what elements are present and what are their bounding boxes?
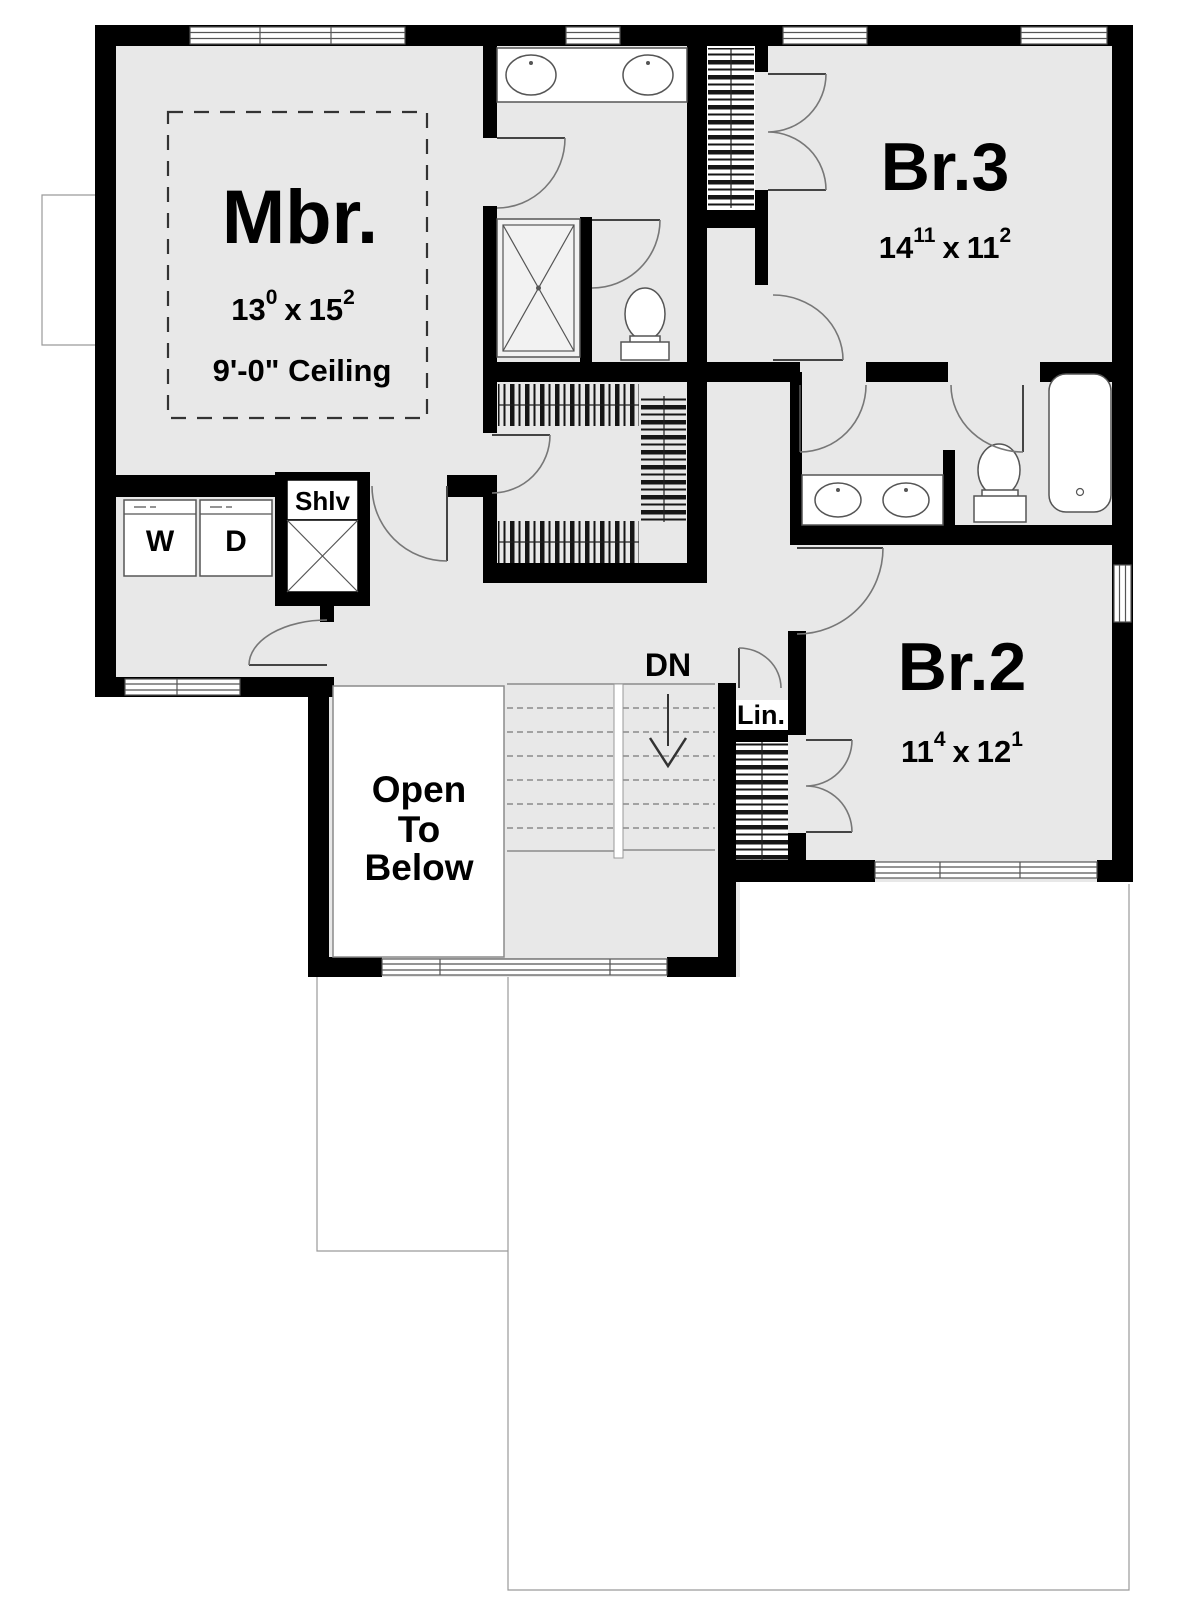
open-to-below-label-line2: To xyxy=(397,809,441,850)
open-to-below-label-line3: Below xyxy=(364,847,474,888)
window-bedroom3-top-right xyxy=(1021,27,1107,44)
shower-drain xyxy=(536,286,541,291)
washer-label: W xyxy=(145,525,175,558)
ceiling-height-label: 9'-0" Ceiling xyxy=(212,353,392,388)
bedroom2-dimensions: $11^4$ x $12^1$ xyxy=(901,728,1023,769)
window-bedroom2-east xyxy=(1114,565,1131,622)
window-master-top xyxy=(190,27,405,44)
master-bedroom-label: Mbr. xyxy=(221,175,379,260)
hall-toilet-tank xyxy=(974,490,1026,522)
bedroom2-label: Br.2 xyxy=(897,629,1027,705)
faucet-dot xyxy=(836,488,840,492)
window-stairwell-south xyxy=(382,959,667,975)
window-laundry-south xyxy=(125,679,240,695)
bedroom3-dimensions: $14^{11}$ x $11^2$ xyxy=(878,224,1012,265)
bathtub xyxy=(1049,374,1111,512)
master-bedroom-dimensions: $13^0$ x $15^2$ xyxy=(231,286,355,327)
window-bedroom3-top-left xyxy=(783,27,867,44)
window-bedroom2-south xyxy=(875,862,1097,878)
bedroom3-label: Br.3 xyxy=(880,129,1010,205)
faucet-dot xyxy=(904,488,908,492)
linen-label: Lin. xyxy=(737,700,785,730)
stairs-down-label: DN xyxy=(644,647,692,683)
faucet-dot xyxy=(529,61,533,65)
dryer-label: D xyxy=(225,525,247,558)
open-to-below-label-line1: Open xyxy=(371,769,467,810)
shelf-label: Shlv xyxy=(295,486,350,516)
faucet-dot xyxy=(646,61,650,65)
master-toilet-bowl xyxy=(625,288,665,340)
stair-divider xyxy=(614,684,623,858)
window-master-bath-top xyxy=(566,27,620,44)
